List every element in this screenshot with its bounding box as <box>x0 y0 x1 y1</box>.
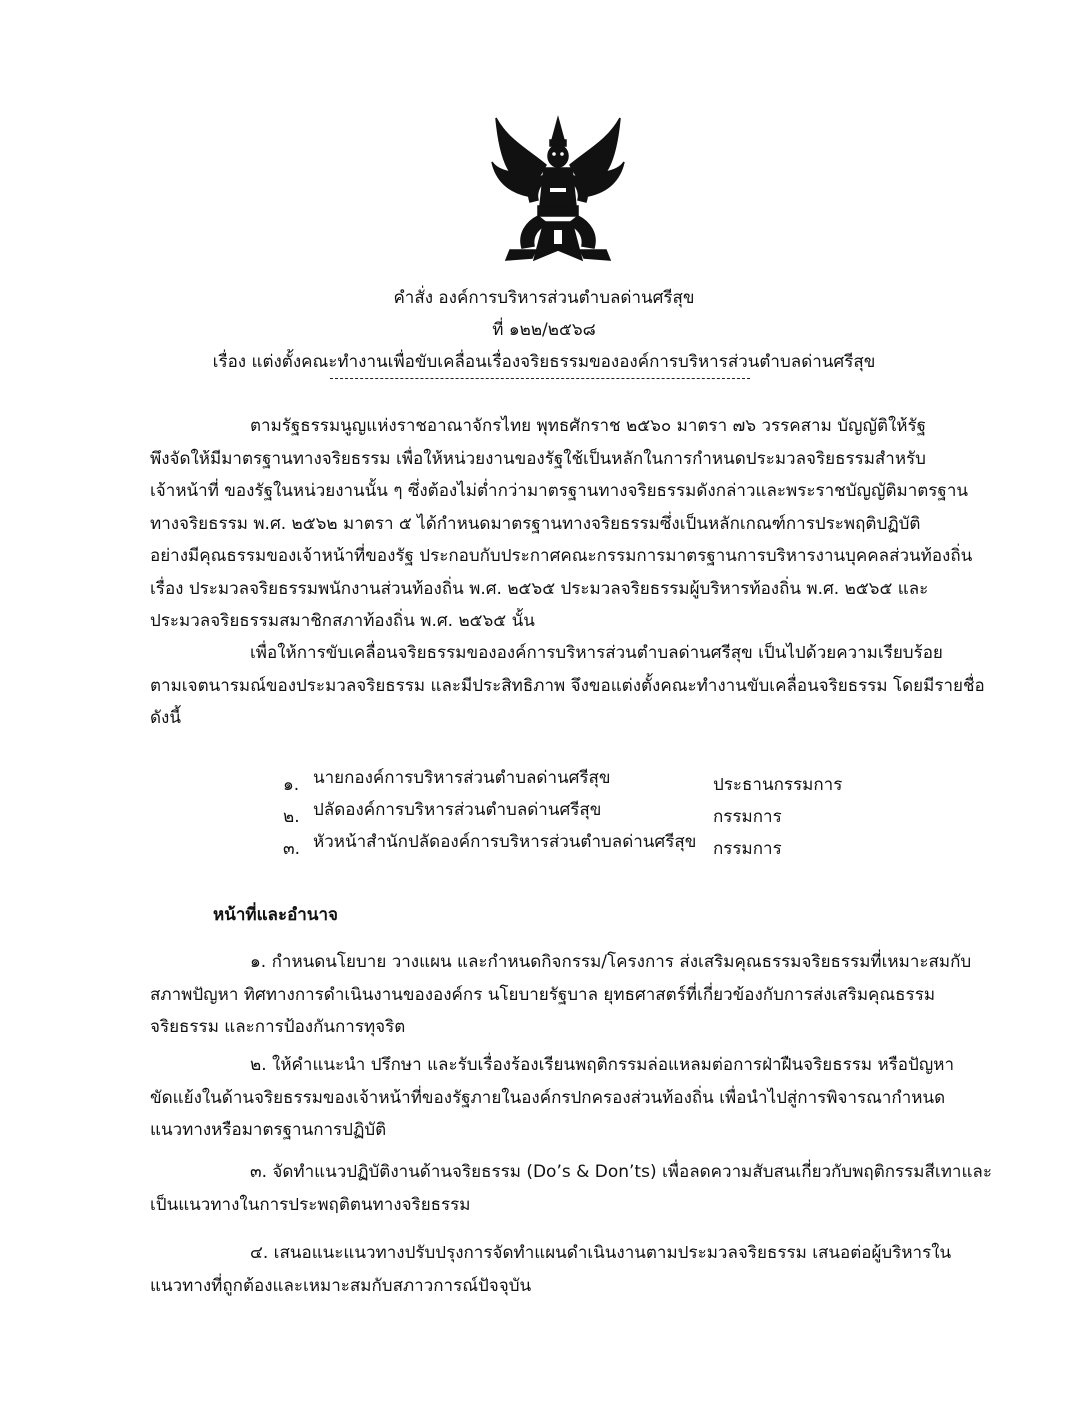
member-role: กรรมการ <box>713 839 782 859</box>
paragraph-line: ประมวลจริยธรรมสมาชิกสภาท้องถิ่น พ.ศ. ๒๕๖๕ นั้น <box>150 611 535 631</box>
member-number: ๑. <box>283 775 300 795</box>
member-name: นายกองค์การบริหารส่วนตำบลด่านศรีสุข <box>313 768 611 788</box>
order-subject: เรื่อง แต่งตั้งคณะทำงานเพื่อขับเคลื่อนเรื่องจริยธรรมขององค์การบริหารส่วนตำบลด่านศรีสุข <box>212 352 876 372</box>
paragraph-line: เรื่อง ประมวลจริยธรรมพนักงานส่วนท้องถิ่น พ.ศ. ๒๕๖๕ ประมวลจริยธรรมผู้บริหารท้องถิ่น พ.ศ. ๒๕๖๕ และ <box>150 578 929 599</box>
duty-line: เป็นแนวทางในการประพฤติตนทางจริยธรรม <box>150 1194 471 1215</box>
duty-line: แนวทางที่ถูกต้องและเหมาะสมกับสภาวการณ์ปัจจุบัน <box>150 1275 532 1296</box>
duty-line: ๔. เสนอแนะแนวทางปรับปรุงการจัดทำแผนดำเนินงานตามประมวลจริยธรรม เสนอต่อผู้บริหารใน <box>250 1243 952 1263</box>
paragraph-line: เจ้าหน้าที่ ของรัฐในหน่วยงานนั้น ๆ ซึ่งต้องไม่ต่ำกว่ามาตรฐานทางจริยธรรมดังกล่าวและพระราชบัญญัติมาตรฐาน <box>150 481 968 501</box>
paragraph-line: พึงจัดให้มีมาตรฐานทางจริยธรรม เพื่อให้หน่วยงานของรัฐใช้เป็นหลักในการกำหนดประมวลจริยธรรมสำหรับ <box>150 448 926 469</box>
duty-item <box>150 1156 1000 1221</box>
garuda-emblem <box>488 110 628 270</box>
duty-line: ๑. กำหนดนโยบาย วางแผน และกำหนดกิจกรรม/โครงการ ส่งเสริมคุณธรรมจริยธรรมที่เหมาะสมกับ <box>250 952 972 972</box>
duty-line: ๒. ให้คำแนะนำ ปรึกษา และรับเรื่องร้องเรียนพฤติกรรมล่อแหลมต่อการฝ่าฝืนจริยธรรม หรือปัญหา <box>250 1055 955 1075</box>
duty-line: ขัดแย้งในด้านจริยธรรมของเจ้าหน้าที่ของรัฐภายในองค์กรปกครองส่วนท้องถิ่น เพื่อนำไปสู่การพิจารณากำหนด <box>150 1087 946 1108</box>
duty-line: แนวทางหรือมาตรฐานการปฏิบัติ <box>150 1120 387 1140</box>
member-item <box>283 766 842 797</box>
paragraph-1 <box>150 410 1000 638</box>
paragraph-line: ทางจริยธรรม พ.ศ. ๒๕๖๒ มาตรา ๕ ได้กำหนดมาตรฐานทางจริยธรรมซึ่งเป็นหลักเกณฑ์การประพฤติปฏิบัติ <box>150 513 921 534</box>
paragraph-line: ดังนี้ <box>150 708 181 728</box>
duty-item <box>150 946 1000 1044</box>
member-name: ปลัดองค์การบริหารส่วนตำบลด่านศรีสุข <box>313 800 602 820</box>
header-separator <box>330 378 750 379</box>
duty-item <box>150 1049 1000 1147</box>
member-item <box>283 830 782 861</box>
duty-line: จริยธรรม และการป้องกันการทุจริต <box>150 1017 406 1037</box>
duty-item <box>150 1237 1000 1302</box>
paragraph-line: เพื่อให้การขับเคลื่อนจริยธรรมขององค์การบริหารส่วนตำบลด่านศรีสุข เป็นไปด้วยความเรียบร้อย <box>250 643 943 663</box>
duties-heading: หน้าที่และอำนาจ <box>213 905 338 925</box>
member-role: ประธานกรรมการ <box>713 775 843 795</box>
member-role: กรรมการ <box>713 807 782 827</box>
paragraph-line: อย่างมีคุณธรรมของเจ้าหน้าที่ของรัฐ ประกอบกับประกาศคณะกรรมการมาตรฐานการบริหารงานบุคคลส่วนท้องถิ่น <box>150 546 973 566</box>
order-title: คำสั่ง องค์การบริหารส่วนตำบลด่านศรีสุข <box>393 288 695 308</box>
duty-line: ๓. จัดทำแนวปฏิบัติงานด้านจริยธรรม (Do’s & Don’ts) เพื่อลดความสับสนเกี่ยวกับพฤติกรรมสีเทาและ <box>250 1162 992 1182</box>
member-number: ๓. <box>283 839 301 859</box>
paragraph-2 <box>150 637 1000 735</box>
member-number: ๒. <box>283 807 300 827</box>
duty-line: สภาพปัญหา ทิศทางการดำเนินงานขององค์กร นโยบายรัฐบาล ยุทธศาสตร์ที่เกี่ยวข้องกับการส่งเสริมคุณธรรม <box>150 984 936 1005</box>
order-number: ที่ ๑๒๒/๒๕๖๘ <box>492 320 596 340</box>
paragraph-line: ตามเจตนารมณ์ของประมวลจริยธรรม และมีประสิทธิภาพ จึงขอแต่งตั้งคณะทำงานขับเคลื่อนจริยธรรม โดยมีรายชื่อ <box>150 675 985 696</box>
member-name: หัวหน้าสำนักปลัดองค์การบริหารส่วนตำบลด่านศรีสุข <box>313 832 697 852</box>
member-item <box>283 798 782 829</box>
paragraph-line: ตามรัฐธรรมนูญแห่งราชอาณาจักรไทย พุทธศักราช ๒๕๖๐ มาตรา ๗๖ วรรคสาม บัญญัติให้รัฐ <box>250 416 927 436</box>
